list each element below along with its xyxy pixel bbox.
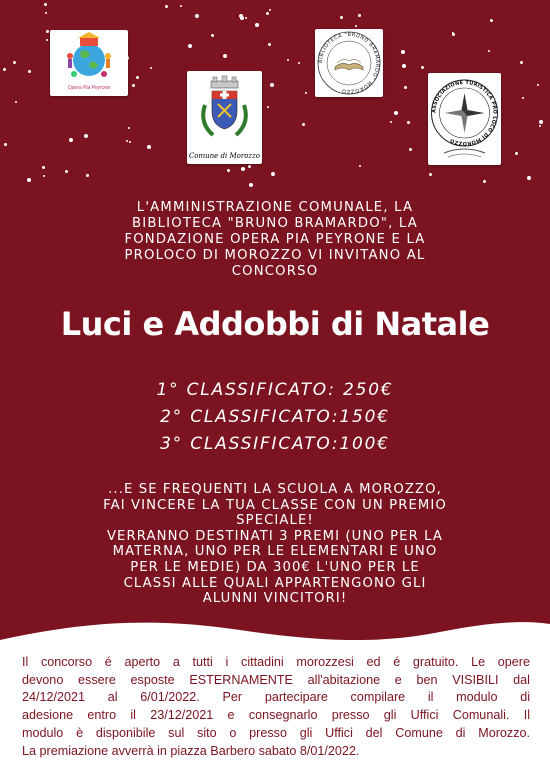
comune-di-morozzo-logo (187, 71, 262, 164)
snowflake (520, 61, 523, 64)
school-line: CLASSI ALLE QUALI APPARTENGONO GLI (123, 575, 427, 591)
snowflake (126, 140, 128, 142)
comune-caption: Comune di Morozzo (188, 152, 261, 160)
open-book-icon (315, 29, 383, 97)
snowflake (404, 86, 407, 89)
snowflake (527, 176, 531, 180)
snowflake (147, 145, 151, 149)
snowflake (136, 76, 139, 79)
snowflake (28, 70, 31, 73)
snowflake (241, 167, 245, 171)
school-line: ALUNNI VINCITORI! (202, 591, 348, 607)
snowflake (483, 180, 486, 183)
snowflake (394, 111, 398, 115)
snowflake (45, 12, 47, 14)
snowflake (515, 152, 518, 155)
snowflake (268, 43, 271, 46)
proloco-morozzo-logo (428, 73, 501, 165)
snowflake (128, 127, 130, 129)
snowflake (223, 54, 227, 58)
snowflake (4, 143, 7, 146)
intro-line: FONDAZIONE OPERA PIA PEYRONE E LA (124, 232, 426, 247)
snowflake (255, 23, 259, 27)
snowflake (409, 148, 412, 151)
snowflake (65, 170, 68, 173)
snowflake (239, 14, 243, 18)
snowflake (340, 16, 343, 19)
opera-pia-caption: Opera Pia Peyrone (67, 85, 111, 91)
rules-line: Il concorso é aperto a tutti i cittadini morozzesi ed é gratuito. Le opere (22, 655, 530, 669)
snowflake (27, 178, 31, 182)
snowflake (42, 166, 45, 169)
school-line: FAI VINCERE LA TUA CLASSE CON UN PREMIO (103, 497, 447, 513)
snowflake (390, 121, 392, 123)
snowflake (248, 165, 251, 168)
snowflake (44, 3, 47, 6)
snowflake (211, 34, 214, 37)
snowflake (43, 175, 45, 177)
snowflake (227, 169, 230, 172)
intro-line: BIBLIOTECA "BRUNO BRAMARDO", LA (132, 216, 418, 231)
compass-rose-icon (428, 73, 501, 165)
snowflake (302, 123, 305, 126)
snowflake (305, 92, 307, 94)
prize-first: 1° CLASSIFICATO: 250€ (156, 380, 394, 400)
snowflake (421, 66, 424, 69)
snowflake (245, 17, 247, 19)
page-title: Luci e Addobbi di Natale (60, 305, 490, 343)
snowflake (539, 125, 541, 127)
biblioteca-ring-text: BIBLIOTECA "BRUNO BRAMARDO" MOROZZO (317, 31, 381, 95)
snowflake (84, 134, 88, 138)
snowflake (522, 97, 524, 99)
snowflake (402, 64, 406, 68)
snowflake (267, 106, 269, 108)
snowflake (358, 14, 361, 17)
snowflake (401, 50, 405, 54)
school-line: VERRANNO DESTINATI 3 PREMI (UNO PER LA (106, 528, 444, 544)
rules-line: modulo è disponibile sul sito o presso gli Uffici del Comune di Morozzo. (22, 725, 530, 740)
intro-line: L'AMMINISTRAZIONE COMUNALE, LA (136, 200, 414, 215)
snowflake (287, 59, 289, 61)
school-line: SPECIALE! (236, 513, 314, 529)
intro-line: CONCORSO (231, 264, 319, 279)
snowflake (539, 120, 543, 124)
snowflake (129, 141, 131, 143)
biblioteca-bruno-bramardo-logo (315, 29, 383, 97)
snowflake (46, 30, 49, 33)
snowflake (355, 25, 357, 27)
snowflake (3, 68, 6, 71)
snowflake (188, 44, 192, 48)
rules-line: La premiazione avverrà in piazza Barbero sabato 8/01/2022. (22, 743, 360, 758)
intro-text (60, 200, 490, 280)
snowflake (429, 173, 432, 176)
snowflake (452, 33, 455, 36)
snowflake (488, 50, 490, 52)
snowflake (298, 62, 300, 64)
school-line: PER LE MEDIE) DA 300€ L'UNO PER LE (130, 559, 420, 575)
snowflake (359, 165, 361, 167)
school-line: ...E SE FREQUENTI LA SCUOLA A MOROZZO, (108, 482, 442, 497)
snowflake (195, 14, 199, 18)
rules-line: devono essere esposte ESTERNAMENTE all'abitazione e ben VISIBILI dal (22, 672, 530, 687)
prize-second: 2° CLASSIFICATO:150€ (160, 407, 390, 427)
snowflake (266, 12, 269, 15)
rules-line: adesione entro il 23/12/2021 e consegnarlo presso gli Uffici Comunali. Il (22, 708, 530, 723)
snowflake (86, 174, 89, 177)
snowflake (15, 101, 17, 103)
snowflake (13, 61, 16, 64)
prize-third: 3° CLASSIFICATO:100€ (160, 434, 390, 454)
snowflake (490, 19, 493, 22)
school-line: MATERNA, UNO PER LE ELEMENTARI E UNO (112, 544, 438, 560)
snowflake (537, 84, 539, 86)
snowflake (271, 172, 275, 176)
snowflake (132, 84, 135, 87)
snowflake (269, 9, 271, 11)
snowflake (180, 5, 182, 7)
intro-line: PROLOCO DI MOROZZO VI INVITANO AL (124, 248, 426, 263)
rules-paragraph (22, 654, 530, 760)
school-prize-text (50, 482, 500, 607)
coat-of-arms-icon (187, 71, 262, 151)
opera-pia-peyrone-logo (50, 30, 128, 96)
snowflake (150, 67, 152, 69)
rules-line: 24/12/2021 al 6/01/2022. Per partecipare compilare il modulo di (22, 690, 530, 705)
snowflake (69, 138, 73, 142)
snowflake (249, 183, 253, 187)
proloco-ring-text: ASSOCIAZIONE TURISTICA PRO LOCO DI MOROZZO (431, 79, 498, 147)
snowflake (46, 39, 48, 41)
snowflake (270, 83, 274, 87)
snowflake (407, 121, 410, 124)
snowflake (165, 5, 168, 8)
